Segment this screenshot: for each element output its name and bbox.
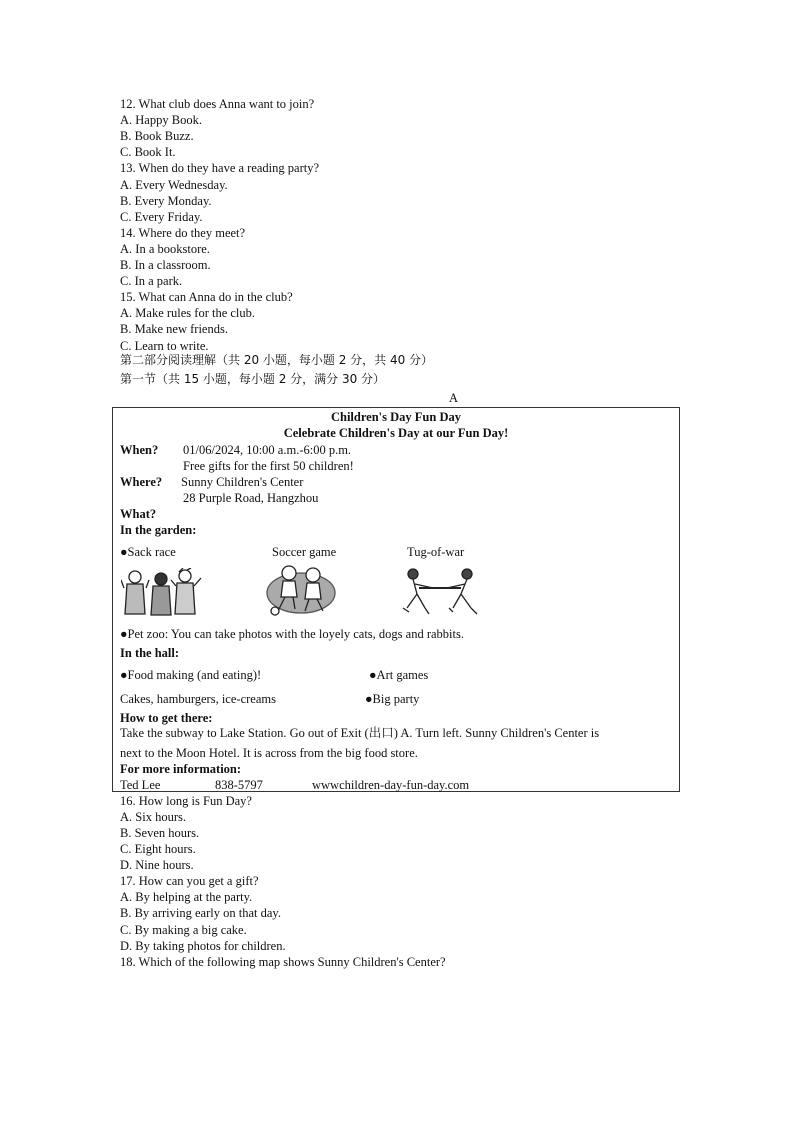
garden-label: In the garden: (120, 523, 197, 537)
sack-race-picture (121, 568, 207, 618)
option-12-a: A. Happy Book. (120, 113, 202, 127)
hall-label: In the hall: (120, 646, 180, 660)
question-16: 16. How long is Fun Day? (120, 794, 252, 808)
passage-letter: A (449, 391, 459, 405)
option-13-a: A. Every Wednesday. (120, 178, 228, 192)
how-line-1: Take the subway to Lake Station. Go out of Exit (出口) A. Turn left. Sunny Children's Center is (120, 726, 600, 740)
activity-tug-of-war: Tug-of-war (407, 545, 465, 559)
question-12: 12. What club does Anna want to join? (120, 97, 315, 111)
option-12-c: C. Book It. (120, 145, 176, 159)
when-label: When? (120, 443, 159, 457)
soccer-game-picture (265, 563, 337, 617)
info-label: For more information: (120, 762, 242, 776)
option-17-b: B. By arriving early on that day. (120, 906, 281, 920)
address: 28 Purple Road, Hangzhou (183, 491, 319, 505)
activity-sack-race: ●Sack race (120, 545, 176, 559)
question-18: 18. Which of the following map shows Sunny Children's Center? (120, 955, 446, 969)
option-13-c: C. Every Friday. (120, 210, 203, 224)
question-14: 14. Where do they meet? (120, 226, 246, 240)
option-13-b: B. Every Monday. (120, 194, 212, 208)
what-label: What? (120, 507, 157, 521)
question-13: 13. When do they have a reading party? (120, 161, 319, 175)
food-making: ●Food making (and eating)! (120, 668, 262, 682)
question-17: 17. How can you get a gift? (120, 874, 259, 888)
option-12-b: B. Book Buzz. (120, 129, 194, 143)
poster-title: Children's Day Fun Day (330, 410, 461, 424)
food-list: Cakes, hamburgers, ice-creams (120, 692, 276, 706)
option-17-c: C. By making a big cake. (120, 923, 247, 937)
section-title: 第一节（共 15 小题，每小题 2 分，满分 30 分） (120, 372, 386, 386)
contact-website: wwwchildren-day-fun-day.com (312, 778, 470, 792)
poster-box (112, 407, 680, 792)
option-14-a: A. In a bookstore. (120, 242, 210, 256)
option-14-c: C. In a park. (120, 274, 183, 288)
option-14-b: B. In a classroom. (120, 258, 211, 272)
option-17-a: A. By helping at the party. (120, 890, 253, 904)
option-17-d: D. By taking photos for children. (120, 939, 286, 953)
part-title: 第二部分阅读理解（共 20 小题，每小题 2 分，共 40 分） (120, 353, 434, 367)
option-16-a: A. Six hours. (120, 810, 186, 824)
poster-subtitle: Celebrate Children's Day at our Fun Day! (283, 426, 509, 440)
how-label: How to get there: (120, 711, 213, 725)
tug-of-war-picture (399, 568, 481, 616)
question-15: 15. What can Anna do in the club? (120, 290, 293, 304)
pet-zoo: ●Pet zoo: You can take photos with the loyely cats, dogs and rabbits. (120, 627, 464, 641)
option-15-a: A. Make rules for the club. (120, 306, 256, 320)
option-16-c: C. Eight hours. (120, 842, 196, 856)
when-value: 01/06/2024, 10:00 a.m.-6:00 p.m. (183, 443, 352, 457)
option-15-c: C. Learn to write. (120, 339, 209, 353)
where-value: Sunny Children's Center (181, 475, 304, 489)
option-15-b: B. Make new friends. (120, 322, 228, 336)
big-party: ●Big party (365, 692, 420, 706)
option-16-d: D. Nine hours. (120, 858, 194, 872)
how-line-2: next to the Moon Hotel. It is across from the big food store. (120, 746, 418, 760)
contact-phone: 838-5797 (215, 778, 263, 792)
gift-note: Free gifts for the first 50 children! (183, 459, 354, 473)
contact-name: Ted Lee (120, 778, 161, 792)
option-16-b: B. Seven hours. (120, 826, 200, 840)
activity-soccer: Soccer game (272, 545, 337, 559)
art-games: ●Art games (369, 668, 429, 682)
where-label: Where? (120, 475, 163, 489)
